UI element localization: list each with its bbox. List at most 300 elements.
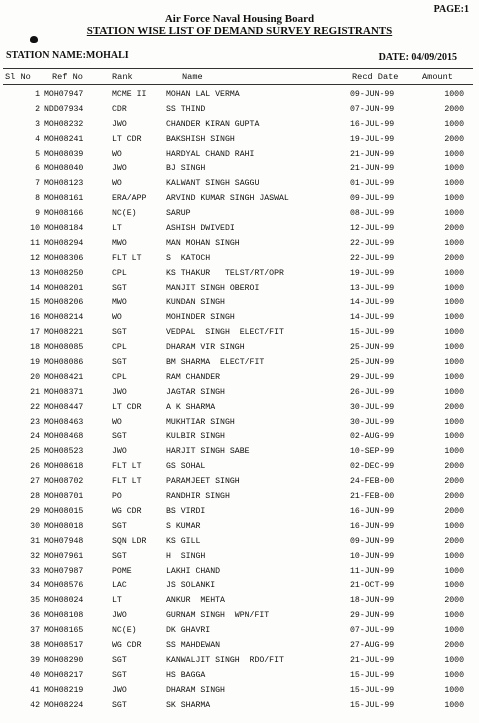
cell-recd-date: 19-JUL-99	[350, 268, 395, 278]
cell-sl-no: 31	[30, 536, 40, 546]
cell-recd-date: 29-JUN-99	[350, 611, 395, 621]
cell-name: CHANDER KIRAN GUPTA	[166, 119, 260, 129]
cell-ref-no: MOH08206	[44, 298, 84, 308]
cell-sl-no: 6	[35, 164, 40, 174]
cell-recd-date: 10-JUN-99	[350, 551, 395, 561]
cell-rank: MWO	[112, 298, 127, 308]
cell-name: MOHAN LAL VERMA	[166, 90, 240, 99]
cell-rank: FLT LT	[112, 253, 142, 263]
cell-amount: 1000	[444, 581, 464, 591]
document-title: Air Force Naval Housing Board	[164, 13, 315, 25]
cell-name: SS THIND	[166, 104, 206, 114]
cell-sl-no: 13	[30, 268, 40, 278]
cell-amount: 2000	[444, 104, 464, 114]
table-row	[0, 594, 479, 609]
cell-ref-no: MOH08576	[44, 581, 84, 591]
column-header-rank: Rank	[112, 72, 133, 82]
cell-amount: 1000	[444, 149, 464, 159]
cell-name: BS VIRDI	[166, 506, 206, 516]
cell-sl-no: 14	[30, 283, 40, 293]
table-row	[0, 326, 479, 341]
cell-sl-no: 32	[30, 551, 40, 561]
table-header	[0, 72, 479, 84]
cell-name: KS THAKUR TELST/RT/OPR	[166, 268, 284, 278]
report-date: DATE: 04/09/2015	[378, 52, 457, 63]
table-row	[0, 609, 479, 624]
cell-name: RAM CHANDER	[166, 372, 221, 382]
cell-rank: WO	[112, 149, 122, 159]
cell-sl-no: 37	[30, 626, 40, 636]
cell-ref-no: MOH08085	[44, 343, 84, 353]
cell-rank: WO	[112, 313, 122, 323]
cell-name: PARAMJEET SINGH	[166, 477, 240, 487]
cell-rank: LT CDR	[112, 402, 142, 412]
cell-ref-no: MOH08468	[44, 432, 84, 442]
cell-rank: SGT	[112, 551, 127, 561]
cell-name: H SINGH	[166, 551, 206, 561]
cell-rank: SGT	[112, 283, 127, 293]
cell-recd-date: 25-JUN-99	[350, 343, 395, 353]
cell-amount: 1000	[444, 611, 464, 621]
cell-rank: POME	[112, 566, 132, 576]
table-row	[0, 177, 479, 192]
cell-recd-date: 24-FEB-00	[350, 477, 395, 487]
cell-rank: JWO	[112, 611, 127, 621]
cell-ref-no: MOH08224	[44, 700, 84, 710]
table-row	[0, 624, 479, 639]
cell-rank: MCME II	[112, 90, 147, 99]
cell-name: GS SOHAL	[166, 462, 206, 472]
cell-recd-date: 15-JUL-99	[350, 685, 395, 695]
cell-recd-date: 15-JUL-99	[350, 670, 395, 680]
cell-recd-date: 27-AUG-99	[350, 640, 395, 650]
header-top-rule	[3, 68, 473, 69]
cell-sl-no: 25	[30, 447, 40, 457]
cell-ref-no: MOH08201	[44, 283, 84, 293]
cell-name: DK GHAVRI	[166, 626, 211, 636]
cell-amount: 1000	[444, 521, 464, 531]
cell-amount: 1000	[444, 164, 464, 174]
cell-recd-date: 15-JUL-99	[350, 700, 395, 710]
cell-name: HARDYAL CHAND RAHI	[166, 149, 255, 159]
table-row	[0, 520, 479, 535]
cell-ref-no: MOH08290	[44, 655, 84, 665]
cell-ref-no: MOH08214	[44, 313, 84, 323]
cell-amount: 2000	[444, 536, 464, 546]
cell-sl-no: 36	[30, 611, 40, 621]
cell-sl-no: 10	[30, 224, 40, 234]
cell-ref-no: MOH08161	[44, 194, 84, 204]
cell-amount: 1000	[444, 685, 464, 695]
cell-sl-no: 34	[30, 581, 40, 591]
cell-ref-no: MOH08221	[44, 328, 84, 338]
cell-rank: WO	[112, 179, 122, 189]
cell-sl-no: 3	[35, 119, 40, 129]
cell-ref-no: MOH07987	[44, 566, 84, 576]
cell-name: SARUP	[166, 209, 191, 219]
cell-name: DHARAM SINGH	[166, 685, 225, 695]
cell-sl-no: 4	[35, 134, 40, 144]
table-row	[0, 296, 479, 311]
header-bottom-rule	[3, 84, 473, 85]
cell-sl-no: 8	[35, 194, 40, 204]
cell-amount: 2000	[444, 477, 464, 487]
cell-sl-no: 40	[30, 670, 40, 680]
cell-ref-no: MOH08165	[44, 626, 84, 636]
table-row	[0, 416, 479, 431]
cell-recd-date: 11-JUN-99	[350, 566, 395, 576]
cell-name: HS BAGGA	[166, 670, 206, 680]
table-row	[0, 669, 479, 684]
cell-rank: WG CDR	[112, 640, 142, 650]
cell-amount: 1000	[444, 283, 464, 293]
table-row	[0, 505, 479, 520]
cell-sl-no: 27	[30, 477, 40, 487]
table-row	[0, 684, 479, 699]
cell-sl-no: 9	[35, 209, 40, 219]
cell-sl-no: 35	[30, 596, 40, 606]
cell-amount: 2000	[444, 462, 464, 472]
cell-rank: FLT LT	[112, 462, 142, 472]
cell-name: DHARAM VIR SINGH	[166, 343, 245, 353]
cell-rank: PO	[112, 492, 122, 502]
cell-recd-date: 09-JUL-99	[350, 194, 395, 204]
cell-ref-no: MOH07948	[44, 536, 84, 546]
cell-name: VEDPAL SINGH ELECT/FIT	[166, 328, 284, 338]
registrants-table-body	[0, 88, 479, 713]
table-row	[0, 475, 479, 490]
cell-amount: 1000	[444, 179, 464, 189]
cell-recd-date: 14-JUL-99	[350, 298, 395, 308]
cell-name: HARJIT SINGH SABE	[166, 447, 250, 457]
cell-sl-no: 19	[30, 358, 40, 368]
cell-amount: 1000	[444, 268, 464, 278]
cell-rank: NC(E)	[112, 626, 137, 636]
cell-ref-no: MOH08184	[44, 224, 84, 234]
cell-sl-no: 7	[35, 179, 40, 189]
cell-name: MAN MOHAN SINGH	[166, 238, 240, 248]
cell-rank: LAC	[112, 581, 127, 591]
cell-rank: FLT LT	[112, 477, 142, 487]
cell-sl-no: 12	[30, 253, 40, 263]
table-row	[0, 133, 479, 148]
cell-rank: WO	[112, 417, 122, 427]
cell-name: KANWALJIT SINGH RDO/FIT	[166, 655, 284, 665]
cell-sl-no: 41	[30, 685, 40, 695]
cell-sl-no: 16	[30, 313, 40, 323]
cell-amount: 2000	[444, 134, 464, 144]
cell-amount: 2000	[444, 224, 464, 234]
table-row	[0, 341, 479, 356]
cell-ref-no: MOH08232	[44, 119, 84, 129]
cell-recd-date: 16-JUN-99	[350, 506, 395, 516]
table-row	[0, 550, 479, 565]
cell-name: JS SOLANKI	[166, 581, 216, 591]
cell-recd-date: 16-JUL-99	[350, 119, 395, 129]
cell-rank: JWO	[112, 387, 127, 397]
cell-sl-no: 39	[30, 655, 40, 665]
cell-ref-no: MOH08294	[44, 238, 84, 248]
cell-recd-date: 12-JUL-99	[350, 224, 395, 234]
table-row	[0, 222, 479, 237]
cell-recd-date: 22-JUL-99	[350, 238, 395, 248]
cell-name: ASHISH DWIVEDI	[166, 224, 235, 234]
cell-amount: 2000	[444, 596, 464, 606]
cell-rank: CDR	[112, 104, 127, 114]
cell-ref-no: MOH08018	[44, 521, 84, 531]
cell-sl-no: 21	[30, 387, 40, 397]
cell-name: MOHINDER SINGH	[166, 313, 235, 323]
ink-smudge	[30, 36, 38, 43]
cell-rank: CPL	[112, 372, 127, 382]
cell-sl-no: 22	[30, 402, 40, 412]
page-number: PAGE:1	[433, 4, 469, 15]
cell-recd-date: 16-JUN-99	[350, 521, 395, 531]
cell-recd-date: 02-AUG-99	[350, 432, 395, 442]
cell-ref-no: MOH08217	[44, 670, 84, 680]
cell-amount: 2000	[444, 506, 464, 516]
cell-ref-no: MOH08015	[44, 506, 84, 516]
cell-amount: 1000	[444, 551, 464, 561]
cell-name: S KUMAR	[166, 521, 201, 531]
cell-name: MUKHTIAR SINGH	[166, 417, 235, 427]
table-row	[0, 311, 479, 326]
table-row	[0, 356, 479, 371]
cell-recd-date: 21-JUN-99	[350, 164, 395, 174]
cell-sl-no: 5	[35, 149, 40, 159]
cell-name: ANKUR MEHTA	[166, 596, 225, 606]
cell-sl-no: 24	[30, 432, 40, 442]
cell-rank: SGT	[112, 328, 127, 338]
cell-ref-no: MOH07947	[44, 90, 84, 99]
cell-recd-date: 09-JUN-99	[350, 536, 395, 546]
cell-rank: JWO	[112, 119, 127, 129]
document-subtitle: STATION WISE LIST OF DEMAND SURVEY REGISTRANTS	[86, 25, 393, 37]
cell-rank: SQN LDR	[112, 536, 147, 546]
cell-name: SS MAHDEWAN	[166, 640, 221, 650]
table-row	[0, 565, 479, 580]
table-row	[0, 237, 479, 252]
cell-name: JAGTAR SINGH	[166, 387, 225, 397]
cell-recd-date: 26-JUL-99	[350, 387, 395, 397]
table-row	[0, 252, 479, 267]
cell-recd-date: 15-JUL-99	[350, 328, 395, 338]
cell-name: KALWANT SINGH SAGGU	[166, 179, 260, 189]
table-row	[0, 118, 479, 133]
cell-ref-no: MOH08123	[44, 179, 84, 189]
table-row	[0, 401, 479, 416]
cell-name: RANDHIR SINGH	[166, 492, 230, 502]
cell-recd-date: 21-FEB-00	[350, 492, 395, 502]
cell-amount: 1000	[444, 194, 464, 204]
cell-ref-no: MOH08463	[44, 417, 84, 427]
cell-name: SK SHARMA	[166, 700, 211, 710]
cell-name: BM SHARMA ELECT/FIT	[166, 358, 265, 368]
cell-rank: LT	[112, 596, 122, 606]
cell-recd-date: 14-JUL-99	[350, 313, 395, 323]
cell-ref-no: MOH08421	[44, 372, 84, 382]
cell-sl-no: 33	[30, 566, 40, 576]
cell-amount: 1000	[444, 119, 464, 129]
cell-ref-no: MOH08250	[44, 268, 84, 278]
cell-sl-no: 18	[30, 343, 40, 353]
cell-amount: 1000	[444, 358, 464, 368]
cell-name: BJ SINGH	[166, 164, 206, 174]
cell-amount: 1000	[444, 655, 464, 665]
cell-recd-date: 19-JUL-99	[350, 134, 395, 144]
cell-rank: CPL	[112, 268, 127, 278]
cell-sl-no: 23	[30, 417, 40, 427]
cell-ref-no: MOH08371	[44, 387, 84, 397]
cell-ref-no: MOH08108	[44, 611, 84, 621]
cell-amount: 1000	[444, 670, 464, 680]
cell-amount: 1000	[444, 417, 464, 427]
cell-rank: SGT	[112, 670, 127, 680]
cell-ref-no: MOH08618	[44, 462, 84, 472]
cell-sl-no: 20	[30, 372, 40, 382]
cell-amount: 1000	[444, 90, 464, 99]
cell-amount: 2000	[444, 640, 464, 650]
cell-amount: 1000	[444, 700, 464, 710]
cell-ref-no: MOH07961	[44, 551, 84, 561]
cell-amount: 1000	[444, 432, 464, 442]
cell-ref-no: MOH08702	[44, 477, 84, 487]
cell-amount: 1000	[444, 313, 464, 323]
cell-ref-no: MOH08701	[44, 492, 84, 502]
cell-recd-date: 30-JUL-99	[350, 417, 395, 427]
cell-recd-date: 02-DEC-99	[350, 462, 395, 472]
table-row	[0, 490, 479, 505]
cell-recd-date: 07-JUL-99	[350, 626, 395, 636]
cell-ref-no: MOH08447	[44, 402, 84, 412]
cell-ref-no: MOH08086	[44, 358, 84, 368]
cell-sl-no: 1	[35, 90, 40, 99]
cell-amount: 1000	[444, 238, 464, 248]
table-row	[0, 207, 479, 222]
cell-rank: LT CDR	[112, 134, 142, 144]
table-row	[0, 88, 479, 103]
table-row	[0, 267, 479, 282]
cell-recd-date: 22-JUL-99	[350, 253, 395, 263]
cell-ref-no: MOH08241	[44, 134, 84, 144]
cell-amount: 1000	[444, 298, 464, 308]
cell-recd-date: 21-OCT-99	[350, 581, 395, 591]
cell-amount: 1000	[444, 566, 464, 576]
cell-name: A K SHARMA	[166, 402, 216, 412]
table-row	[0, 386, 479, 401]
cell-sl-no: 42	[30, 700, 40, 710]
table-row	[0, 192, 479, 207]
cell-amount: 1000	[444, 626, 464, 636]
table-row	[0, 371, 479, 386]
cell-sl-no: 38	[30, 640, 40, 650]
cell-recd-date: 01-JUL-99	[350, 179, 395, 189]
cell-rank: MWO	[112, 238, 127, 248]
table-row	[0, 654, 479, 669]
cell-amount: 1000	[444, 447, 464, 457]
station-name: STATION NAME:MOHALI	[6, 50, 129, 61]
cell-recd-date: 18-JUN-99	[350, 596, 395, 606]
cell-rank: SGT	[112, 700, 127, 710]
cell-rank: LT	[112, 224, 122, 234]
cell-amount: 1000	[444, 328, 464, 338]
cell-recd-date: 07-JUN-99	[350, 104, 395, 114]
cell-amount: 1000	[444, 209, 464, 219]
table-row	[0, 699, 479, 714]
cell-rank: JWO	[112, 164, 127, 174]
cell-recd-date: 21-JUL-99	[350, 655, 395, 665]
cell-sl-no: 15	[30, 298, 40, 308]
cell-rank: ERA/APP	[112, 194, 147, 204]
table-row	[0, 445, 479, 460]
cell-sl-no: 29	[30, 506, 40, 516]
cell-recd-date: 25-JUN-99	[350, 358, 395, 368]
cell-ref-no: MOH08040	[44, 164, 84, 174]
cell-recd-date: 10-SEP-99	[350, 447, 395, 457]
cell-name: ARVIND KUMAR SINGH JASWAL	[166, 194, 289, 204]
cell-amount: 1000	[444, 387, 464, 397]
cell-name: KUNDAN SINGH	[166, 298, 225, 308]
cell-sl-no: 17	[30, 328, 40, 338]
table-row	[0, 162, 479, 177]
cell-recd-date: 30-JUL-99	[350, 402, 395, 412]
cell-amount: 2000	[444, 492, 464, 502]
cell-recd-date: 21-JUN-99	[350, 149, 395, 159]
cell-name: S KATOCH	[166, 253, 211, 263]
column-header-recd-date: Recd Date	[352, 72, 399, 82]
table-row	[0, 639, 479, 654]
cell-name: GURNAM SINGH WPN/FIT	[166, 611, 270, 621]
cell-ref-no: MOH08024	[44, 596, 84, 606]
cell-name: KS GILL	[166, 536, 201, 546]
cell-rank: SGT	[112, 521, 127, 531]
cell-amount: 2000	[444, 402, 464, 412]
cell-ref-no: MOH08219	[44, 685, 84, 695]
table-row	[0, 460, 479, 475]
cell-rank: NC(E)	[112, 209, 137, 219]
cell-recd-date: 13-JUL-99	[350, 283, 395, 293]
cell-amount: 1000	[444, 372, 464, 382]
table-row	[0, 148, 479, 163]
cell-sl-no: 2	[35, 104, 40, 114]
cell-rank: WG CDR	[112, 506, 142, 516]
cell-amount: 2000	[444, 253, 464, 263]
table-row	[0, 103, 479, 118]
table-row	[0, 282, 479, 297]
column-header-amount: Amount	[422, 72, 453, 82]
cell-rank: SGT	[112, 655, 127, 665]
cell-sl-no: 28	[30, 492, 40, 502]
cell-name: BAKSHISH SINGH	[166, 134, 235, 144]
cell-rank: JWO	[112, 447, 127, 457]
cell-ref-no: MOH08039	[44, 149, 84, 159]
cell-ref-no: MOH08523	[44, 447, 84, 457]
cell-rank: CPL	[112, 343, 127, 353]
cell-amount: 1000	[444, 343, 464, 353]
cell-recd-date: 08-JUL-99	[350, 209, 395, 219]
cell-name: MANJIT SINGH OBEROI	[166, 283, 260, 293]
cell-rank: JWO	[112, 685, 127, 695]
cell-sl-no: 30	[30, 521, 40, 531]
cell-rank: SGT	[112, 358, 127, 368]
cell-sl-no: 26	[30, 462, 40, 472]
column-header-ref-no: Ref No	[52, 72, 83, 82]
cell-name: KULBIR SINGH	[166, 432, 225, 442]
table-row	[0, 535, 479, 550]
cell-ref-no: MOH08306	[44, 253, 84, 263]
column-header-sl-no: Sl No	[5, 72, 31, 82]
cell-ref-no: MOH08517	[44, 640, 84, 650]
